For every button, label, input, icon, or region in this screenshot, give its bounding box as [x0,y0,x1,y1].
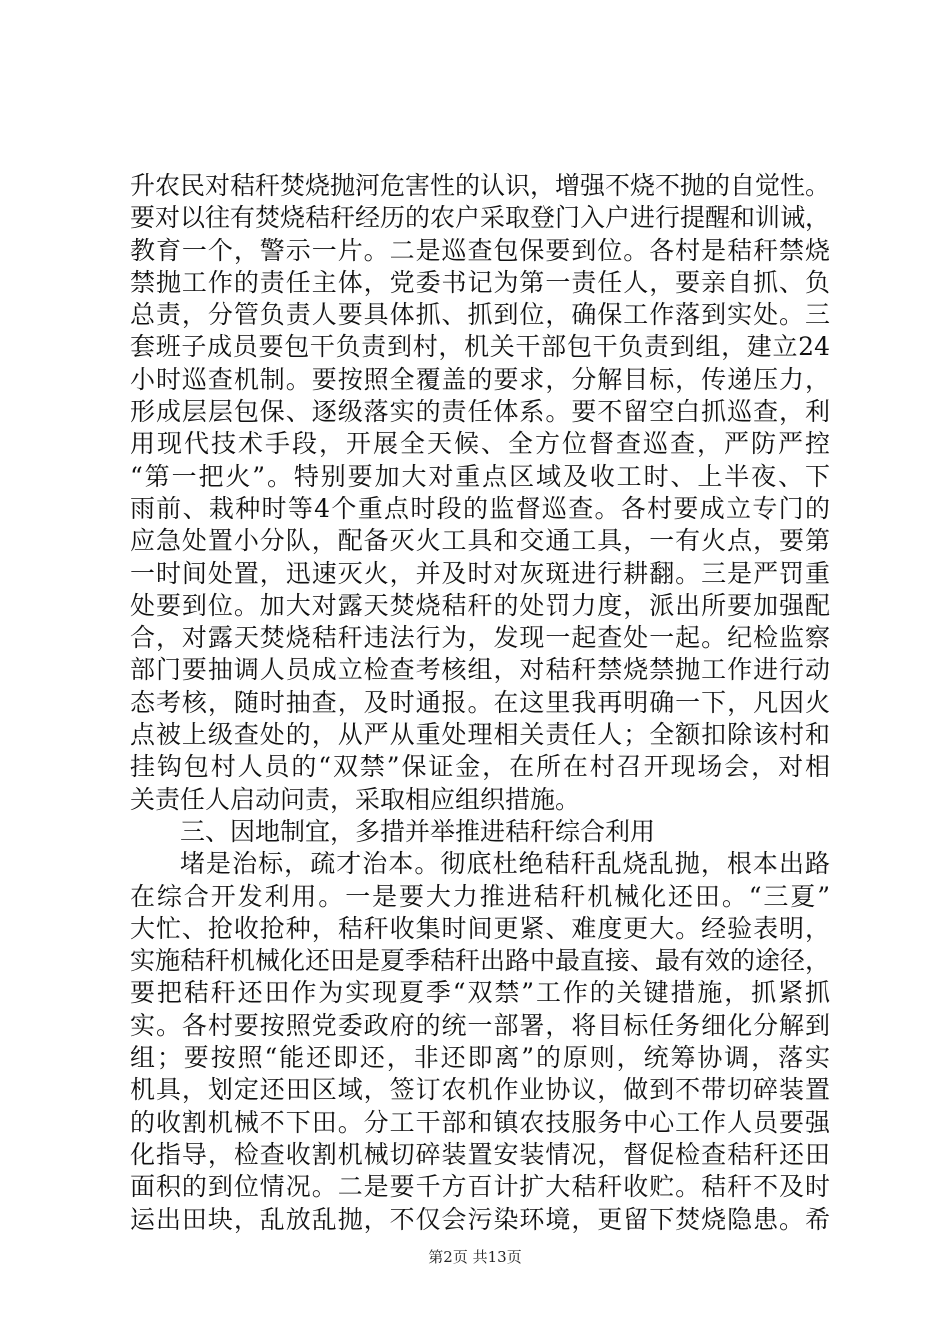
text-line: 的收割机械不下田。分工干部和镇农技服务中心工作人员要强 [130,1107,830,1137]
text-line: 雨前、栽种时等4个重点时段的监督巡查。各村要成立专门的 [130,493,830,523]
text-line: “第一把火”。特别要加大对重点区域及收工时、上半夜、下 [130,461,830,491]
text-line: 套班子成员要包干负责到村，机关干部包干负责到组，建立24 [130,332,830,362]
text-line: 部门要抽调人员成立检查考核组，对秸秆禁烧禁抛工作进行动 [130,655,830,685]
text-line: 在综合开发利用。一是要大力推进秸秆机械化还田。“三夏” [130,881,830,911]
document-body [130,170,830,1236]
text-line: 禁抛工作的责任主体，党委书记为第一责任人，要亲自抓、负 [130,267,830,297]
text-line: 实。各村要按照党委政府的统一部署，将目标任务细化分解到 [130,1010,830,1040]
text-line: 堵是治标，疏才治本。彻底杜绝秸秆乱烧乱抛，根本出路 [180,849,830,879]
text-line: 运出田块，乱放乱抛，不仅会污染环境，更留下焚烧隐患。希 [130,1204,830,1234]
text-line: 形成层层包保、逐级落实的责任体系。要不留空白抓巡查，利 [130,397,830,427]
section-heading: 三、因地制宜，多措并举推进秸秆综合利用 [180,816,656,846]
text-line: 用现代技术手段，开展全天候、全方位督查巡查，严防严控 [130,429,830,459]
page-number-label: 第2页 共13页 [428,1248,522,1266]
text-line: 处要到位。加大对露天焚烧秸秆的处罚力度，派出所要加强配 [130,590,830,620]
page-footer [0,1247,950,1267]
text-line: 要对以往有焚烧秸秆经历的农户采取登门入户进行提醒和训诫， [130,203,831,233]
text-line: 升农民对秸秆焚烧抛河危害性的认识，增强不烧不抛的自觉性。 [130,171,831,200]
text-line: 合，对露天焚烧秸秆违法行为，发现一起查处一起。纪检监察 [130,623,830,653]
text-line: 机具，划定还田区域，签订农机作业协议，做到不带切碎装置 [130,1075,830,1105]
text-line: 实施秸秆机械化还田是夏季秸秆出路中最直接、最有效的途径， [130,946,831,976]
text-line: 组；要按照“能还即还，非还即离”的原则，统筹协调，落实 [130,1043,830,1073]
text-line: 面积的到位情况。二是要千方百计扩大秸秆收贮。秸秆不及时 [130,1172,830,1202]
text-line: 总责，分管负责人要具体抓、抓到位，确保工作落到实处。三 [130,300,830,330]
text-line: 化指导，检查收割机械切碎装置安装情况，督促检查秸秆还田 [130,1139,830,1169]
text-line: 小时巡查机制。要按照全覆盖的要求，分解目标，传递压力， [130,364,830,394]
text-line: 要把秸秆还田作为实现夏季“双禁”工作的关键措施，抓紧抓 [130,978,830,1008]
text-line: 应急处置小分队，配备灭火工具和交通工具，一有火点，要第 [130,526,830,556]
text-line: 态考核，随时抽查，及时通报。在这里我再明确一下，凡因火 [130,687,830,717]
text-line: 挂钩包村人员的“双禁”保证金，在所在村召开现场会，对相 [130,752,830,782]
text-line: 教育一个，警示一片。二是巡查包保要到位。各村是秸秆禁烧 [130,235,830,265]
text-line: 点被上级查处的，从严从重处理相关责任人；全额扣除该村和 [130,720,830,750]
text-line: 一时间处置，迅速灭火，并及时对灰斑进行耕翻。三是严罚重 [130,558,830,588]
text-line: 关责任人启动问责，采取相应组织措施。 [130,784,581,814]
text-line: 大忙、抢收抢种，秸秆收集时间更紧、难度更大。经验表明， [130,913,830,943]
